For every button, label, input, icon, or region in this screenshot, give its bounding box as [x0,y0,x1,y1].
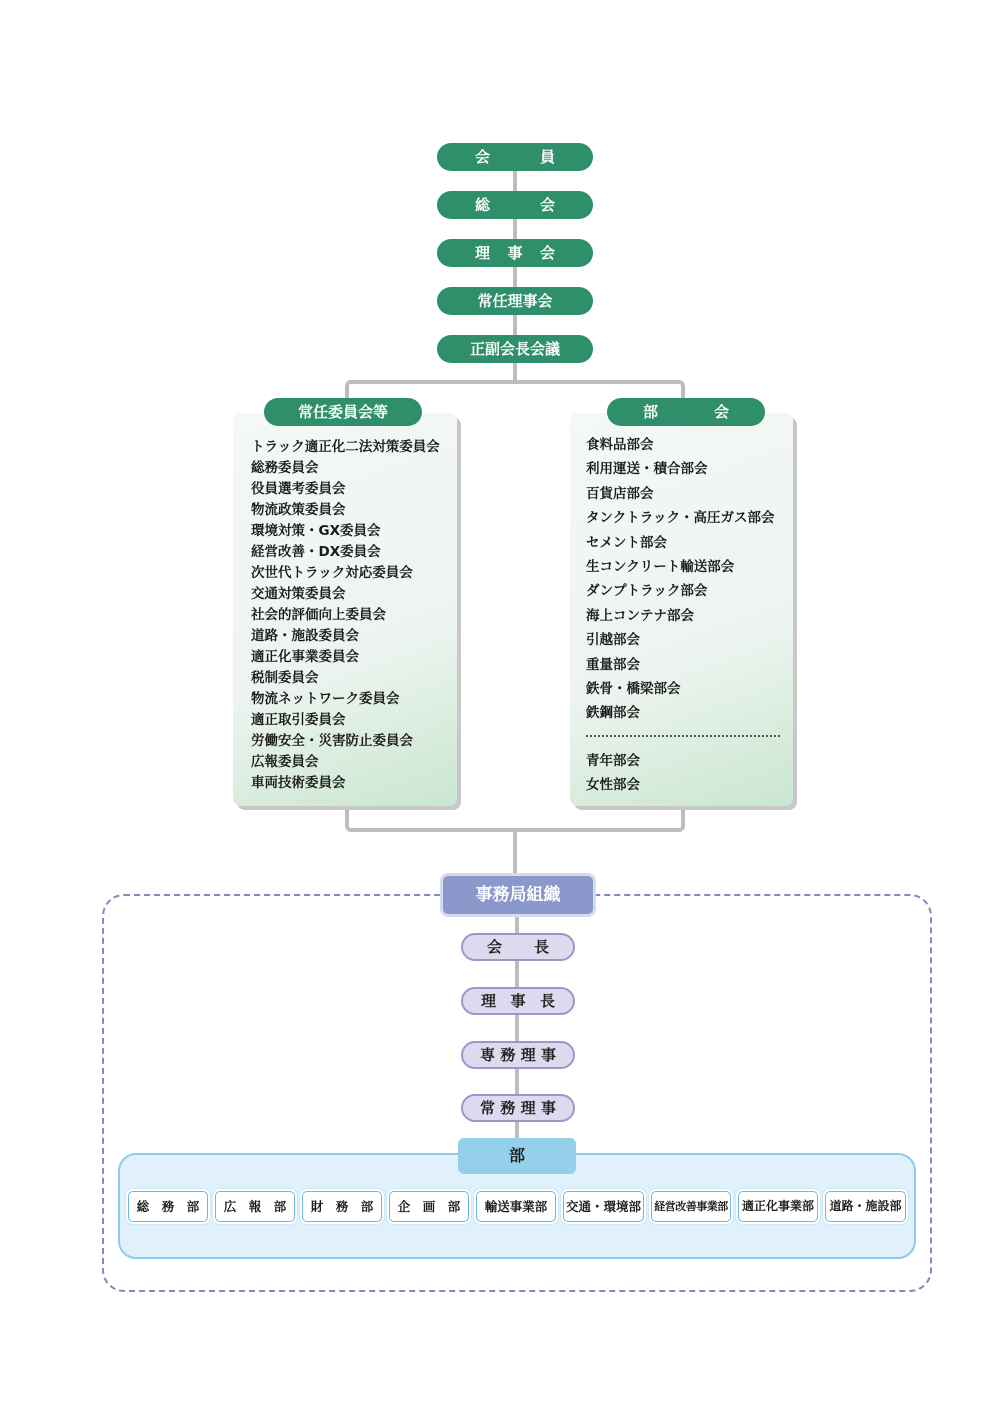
connector-to-secretariat [513,830,517,875]
node-board-char: 事 [507,244,523,262]
committee-item: 交通対策委員会 [251,586,346,602]
dept-transport-business: 輸送事業部 [476,1191,556,1222]
node-managing-director-char: 常 [480,1099,496,1117]
node-managing-director-char: 理 [520,1099,536,1117]
committees-title-label: 常任委員会等 [297,403,388,421]
node-president-char: 長 [539,992,555,1010]
node-president-char: 事 [510,992,526,1010]
committee-item: トラック適正化二法対策委員会 [251,439,440,455]
connector-branch-bottom [345,802,685,832]
node-board-char: 理 [475,244,491,262]
committee-item: 物流政策委員会 [251,502,346,518]
node-general-meeting [437,191,593,219]
node-senior-director-char: 理 [520,1046,536,1064]
committee-item: 役員選考委員会 [251,481,346,497]
divisions-extra-list [586,749,640,798]
committee-item: 適正化事業委員会 [251,649,359,665]
node-members-char: 員 [539,148,555,166]
node-members [437,143,593,171]
dept-finance: 財 務 部 [302,1191,382,1222]
committee-item: 社会的評価向上委員会 [251,607,386,623]
dept-traffic-environment: 交通・環境部 [563,1191,644,1222]
division-item: セメント部会 [586,534,667,551]
node-managing-director-char: 事 [540,1099,556,1117]
dept-management-improvement: 経営改善事業部 [651,1191,731,1222]
divisions-title [607,398,765,426]
division-item: 鉄骨・橋梁部会 [586,680,681,697]
node-managing-director-char: 務 [500,1099,516,1117]
committee-item: 物流ネットワーク委員会 [251,691,400,707]
division-item: 重量部会 [586,656,640,673]
committee-item: 環境対策・GX委員会 [251,523,381,539]
node-chairman-char: 会 [487,938,503,956]
division-item: 食料品部会 [586,437,654,453]
node-general-meeting-char: 総 [475,196,491,214]
divisions-title-char: 会 [713,403,729,421]
departments-title-label: 部 [508,1146,525,1165]
node-board-char: 会 [539,244,555,262]
committee-item: 適正取引委員会 [251,712,346,728]
node-managing-director [461,1094,575,1122]
node-senior-director-char: 務 [500,1046,516,1064]
node-chair-meeting-label: 正副会長会議 [469,340,560,358]
dept-planning: 企 画 部 [389,1191,469,1222]
secretariat-title [440,873,596,917]
division-item: 鉄鋼部会 [586,705,640,722]
committee-item: 道路・施設委員会 [251,628,359,644]
division-item: タンクトラック・高圧ガス部会 [586,510,775,527]
committee-item: 総務委員会 [251,460,319,476]
node-senior-director [461,1041,575,1069]
division-item: 引越部会 [586,632,640,649]
committee-item: 労働安全・災害防止委員会 [251,733,413,749]
node-executive-board [437,287,593,315]
committee-item: 経営改善・DX委員会 [251,544,381,560]
node-senior-director-char: 専 [480,1046,496,1064]
dept-optimization-business: 適正化事業部 [738,1191,818,1222]
departments-title [458,1138,576,1174]
node-president-char: 理 [481,992,497,1010]
dept-general-affairs: 総 務 部 [128,1191,208,1222]
node-senior-director-char: 事 [540,1046,556,1064]
node-members-char: 会 [475,148,491,166]
node-chairman [461,933,575,961]
division-item: 女性部会 [586,777,640,794]
division-item: 百貨店部会 [586,485,654,502]
division-item: 青年部会 [586,753,640,769]
division-item: 海上コンテナ部会 [586,607,694,624]
node-general-meeting-char: 会 [539,196,555,214]
committee-item: 広報委員会 [251,754,319,770]
dept-roads-facilities: 道路・施設部 [825,1191,906,1222]
node-board [437,239,593,267]
committee-item: 税制委員会 [251,670,319,686]
secretariat-title-label: 事務局組織 [475,885,561,905]
node-president [461,987,575,1015]
division-item: ダンプトラック部会 [586,583,708,600]
divisions-separator [586,735,780,737]
node-chair-meeting [437,335,593,363]
divisions-list [586,433,774,726]
divisions-title-char: 部 [643,403,659,421]
node-chairman-char: 長 [533,938,549,956]
committees-title [264,398,422,426]
node-executive-board-label: 常任理事会 [477,292,553,310]
division-item: 利用運送・積合部会 [586,461,708,478]
division-item: 生コンクリート輸送部会 [586,558,735,575]
dept-public-relations: 広 報 部 [215,1191,295,1222]
committee-item: 車両技術委員会 [251,775,346,791]
committees-list [251,437,440,794]
committee-item: 次世代トラック対応委員会 [251,565,413,581]
